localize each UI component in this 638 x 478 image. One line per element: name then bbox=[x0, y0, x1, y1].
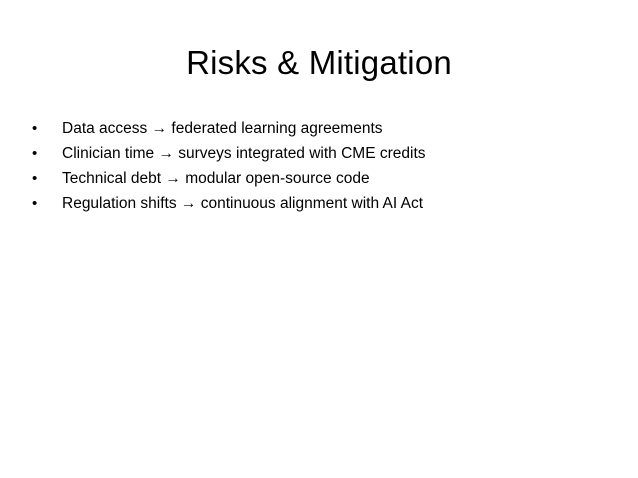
bullet-icon: • bbox=[32, 120, 38, 137]
list-item bbox=[32, 141, 426, 166]
bullet-text: Clinician time → surveys integrated with CME credits bbox=[62, 144, 426, 162]
list-item bbox=[32, 166, 426, 191]
bullet-icon: • bbox=[32, 170, 38, 187]
list-item bbox=[32, 191, 426, 216]
bullet-icon: • bbox=[32, 145, 38, 162]
bullet-text: Data access → federated learning agreements bbox=[62, 119, 383, 137]
slide-title: Risks & Mitigation bbox=[186, 44, 452, 81]
list-item bbox=[32, 116, 426, 141]
bullet-text: Regulation shifts → continuous alignment with AI Act bbox=[62, 194, 424, 212]
bullet-icon: • bbox=[32, 195, 38, 212]
bullet-list bbox=[32, 116, 426, 216]
bullet-text: Technical debt → modular open-source code bbox=[62, 169, 370, 187]
